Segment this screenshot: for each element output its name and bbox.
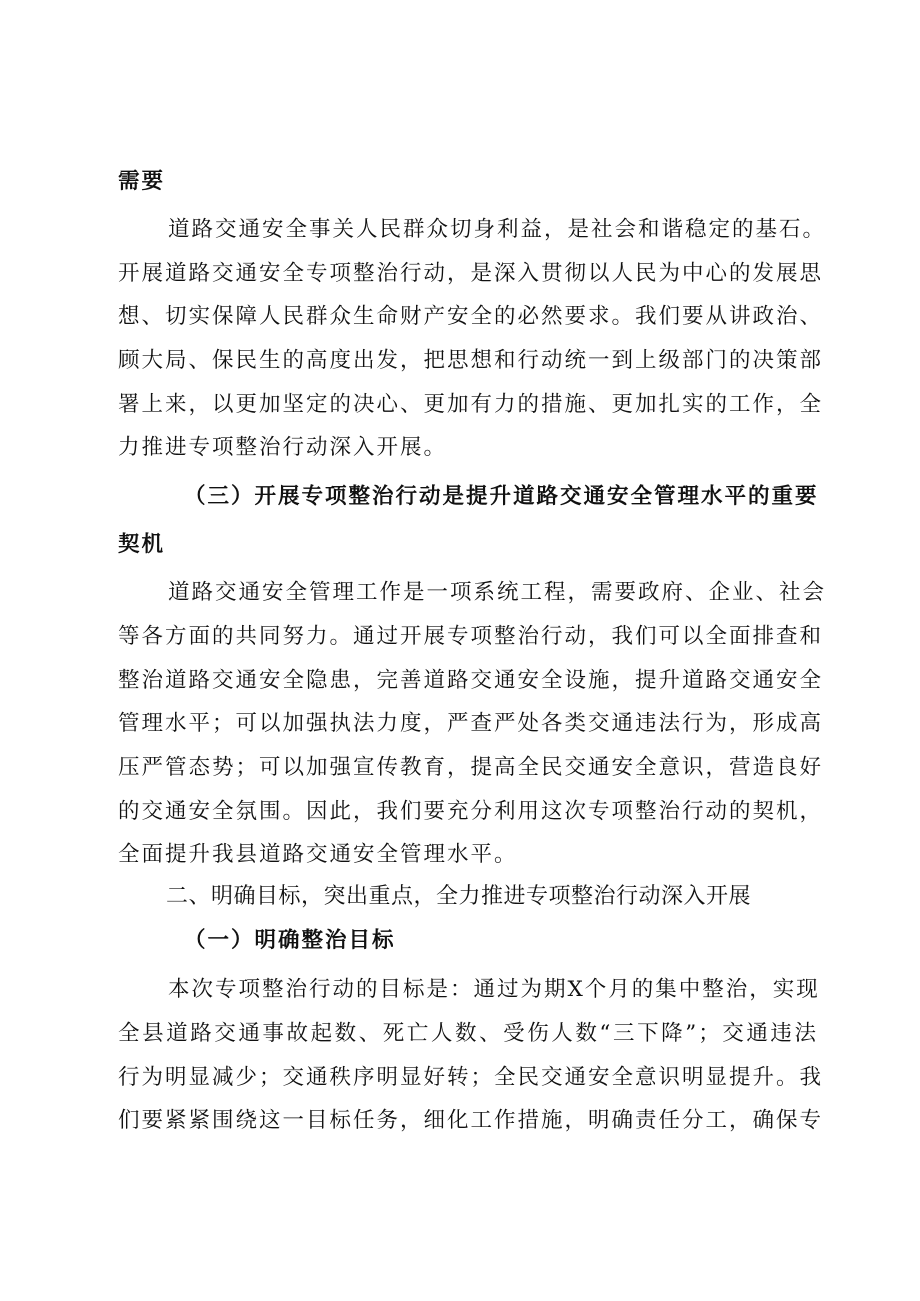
paragraph-line: 力推进专项整治行动深入开展。 — [118, 435, 448, 460]
paragraph-line: 顾大局、保民生的高度出发，把思想和行动统一到上级部门的决策部 — [118, 348, 824, 373]
paragraph-line: 开展道路交通安全专项整治行动，是深入贯彻以人民为中心的发展思 — [118, 261, 824, 286]
paragraph-line: 道路交通安全事关人民群众切身利益，是社会和谐稳定的基石。 — [168, 217, 827, 242]
paragraph-line: 等各方面的共同努力。通过开展专项整治行动，我们可以全面排查和 — [118, 624, 824, 649]
paragraph-line: 本次专项整治行动的目标是：通过为期X个月的集中整治，实现 — [168, 977, 820, 1002]
paragraph-line: 整治道路交通安全隐患，完善道路交通安全设施，提升道路交通安全 — [118, 668, 824, 693]
paragraph-line: 想、切实保障人民群众生命财产安全的必然要求。我们要从讲政治、 — [118, 304, 824, 329]
heading-continuation: 需要 — [118, 169, 166, 194]
paragraph-line: 全面提升我县道路交通安全管理水平。 — [118, 842, 518, 867]
paragraph-line: 管理水平；可以加强执法力度，严查严处各类交通违法行为，形成高 — [118, 711, 824, 736]
paragraph-line: 们要紧紧围绕这一目标任务，细化工作措施，明确责任分工，确保专 — [118, 1108, 824, 1133]
subheading-line: 契机 — [118, 532, 166, 557]
paragraph-line: 压严管态势；可以加强宣传教育，提高全民交通安全意识，营造良好 — [118, 755, 824, 780]
subsection-title: （一）明确整治目标 — [184, 928, 396, 953]
paragraph-line: 全县道路交通事故起数、死亡人数、受伤人数“三下降”；交通违法 — [118, 1021, 818, 1046]
paragraph-line: 的交通安全氛围。因此，我们要充分利用这次专项整治行动的契机， — [118, 799, 824, 824]
paragraph-line: 行为明显减少；交通秩序明显好转；全民交通安全意识明显提升。我 — [118, 1065, 824, 1090]
paragraph-line: 署上来，以更加坚定的决心、更加有力的措施、更加扎实的工作，全 — [118, 392, 824, 417]
section-title: 二、明确目标，突出重点，全力推进专项整治行动深入开展 — [166, 884, 752, 909]
subheading-line: （三）开展专项整治行动是提升道路交通安全管理水平的重要 — [184, 484, 819, 509]
paragraph-line: 道路交通安全管理工作是一项系统工程，需要政府、企业、社会 — [168, 580, 827, 605]
